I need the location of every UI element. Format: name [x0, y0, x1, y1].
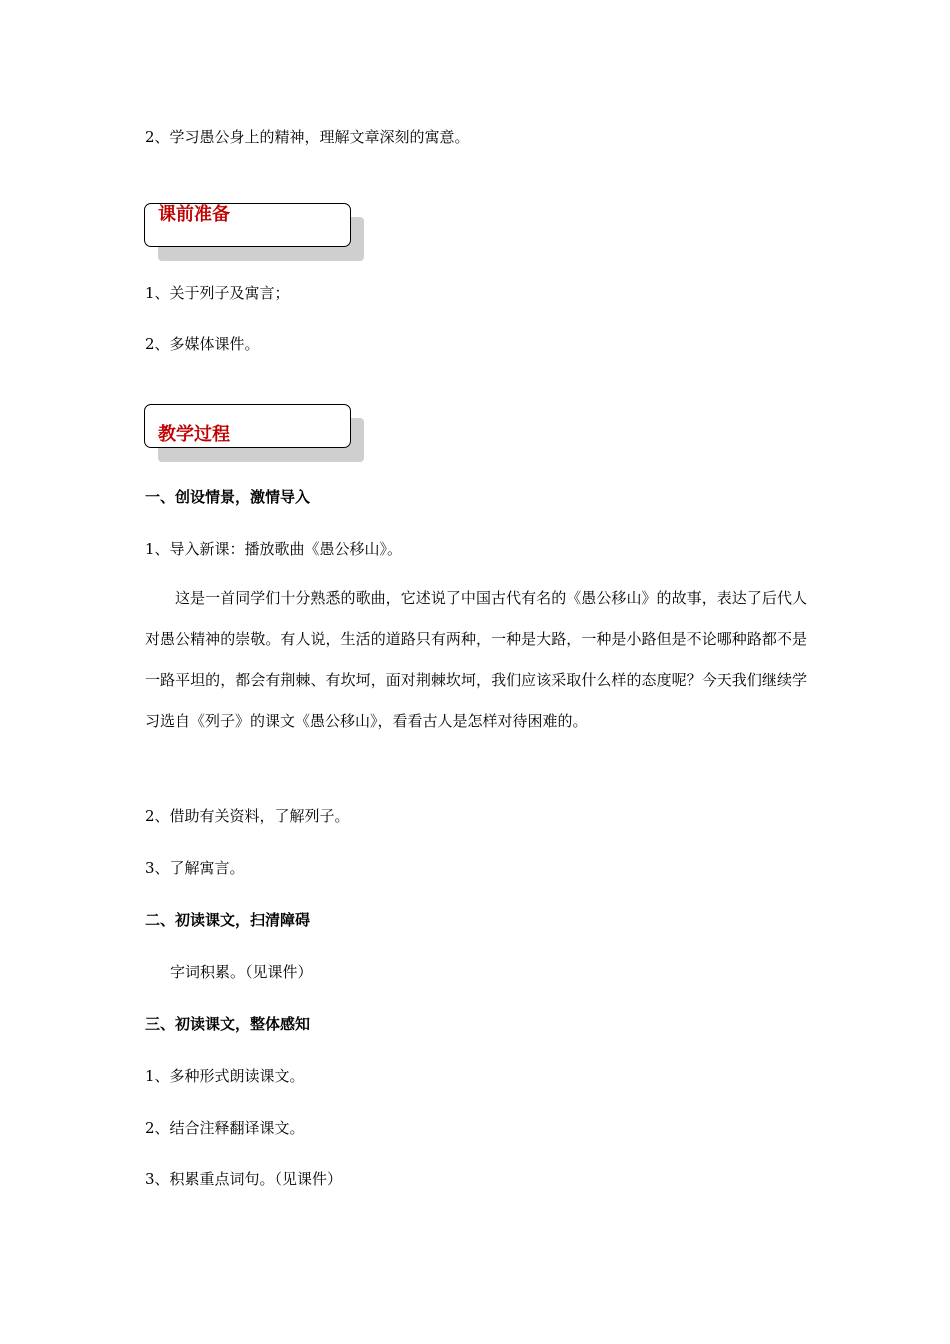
section3-item-1: 1、多种形式朗读课文。: [145, 1067, 305, 1085]
prep-title: 课前准备: [158, 204, 230, 225]
section1-item-3: 3、了解寓言。: [145, 859, 245, 877]
prep-item-1: 1、关于列子及寓言；: [145, 284, 290, 302]
section1-heading: 一、创设情景，激情导入: [145, 488, 311, 506]
goal-item-2: 2、学习愚公身上的精神，理解文章深刻的寓意。: [145, 128, 470, 146]
section3-heading: 三、初读课文，整体感知: [145, 1015, 311, 1033]
prep-heading-box: [144, 203, 366, 263]
process-heading-box: [144, 404, 366, 464]
section1-paragraph: 这是一首同学们十分熟悉的歌曲，它述说了中国古代有名的《愚公移山》的故事，表达了后代人对愚公精神的崇敬。有人说，生活的道路只有两种，一种是大路，一种是小路但是不论哪种路都不是一路平坦的，都会有荆棘、有坎坷，面对荆棘坎坷，我们应该采取什么样的态度呢？今天我们继续学习选自《列子》的课文《愚公移山》，看看古人是怎样对待困难的。: [145, 589, 807, 730]
section3-item-2: 2、结合注释翻译课文。: [145, 1119, 305, 1137]
section1-item-2: 2、借助有关资料，了解列子。: [145, 807, 350, 825]
section1-item-1: 1、导入新课：播放歌曲《愚公移山》。: [145, 540, 403, 558]
prep-item-2: 2、多媒体课件。: [145, 335, 260, 353]
process-title: 教学过程: [158, 424, 230, 445]
section2-item: 字词积累。（见课件）: [170, 963, 313, 981]
section2-heading: 二、初读课文，扫清障碍: [145, 911, 311, 929]
section3-item-3: 3、积累重点词句。（见课件）: [145, 1170, 343, 1188]
